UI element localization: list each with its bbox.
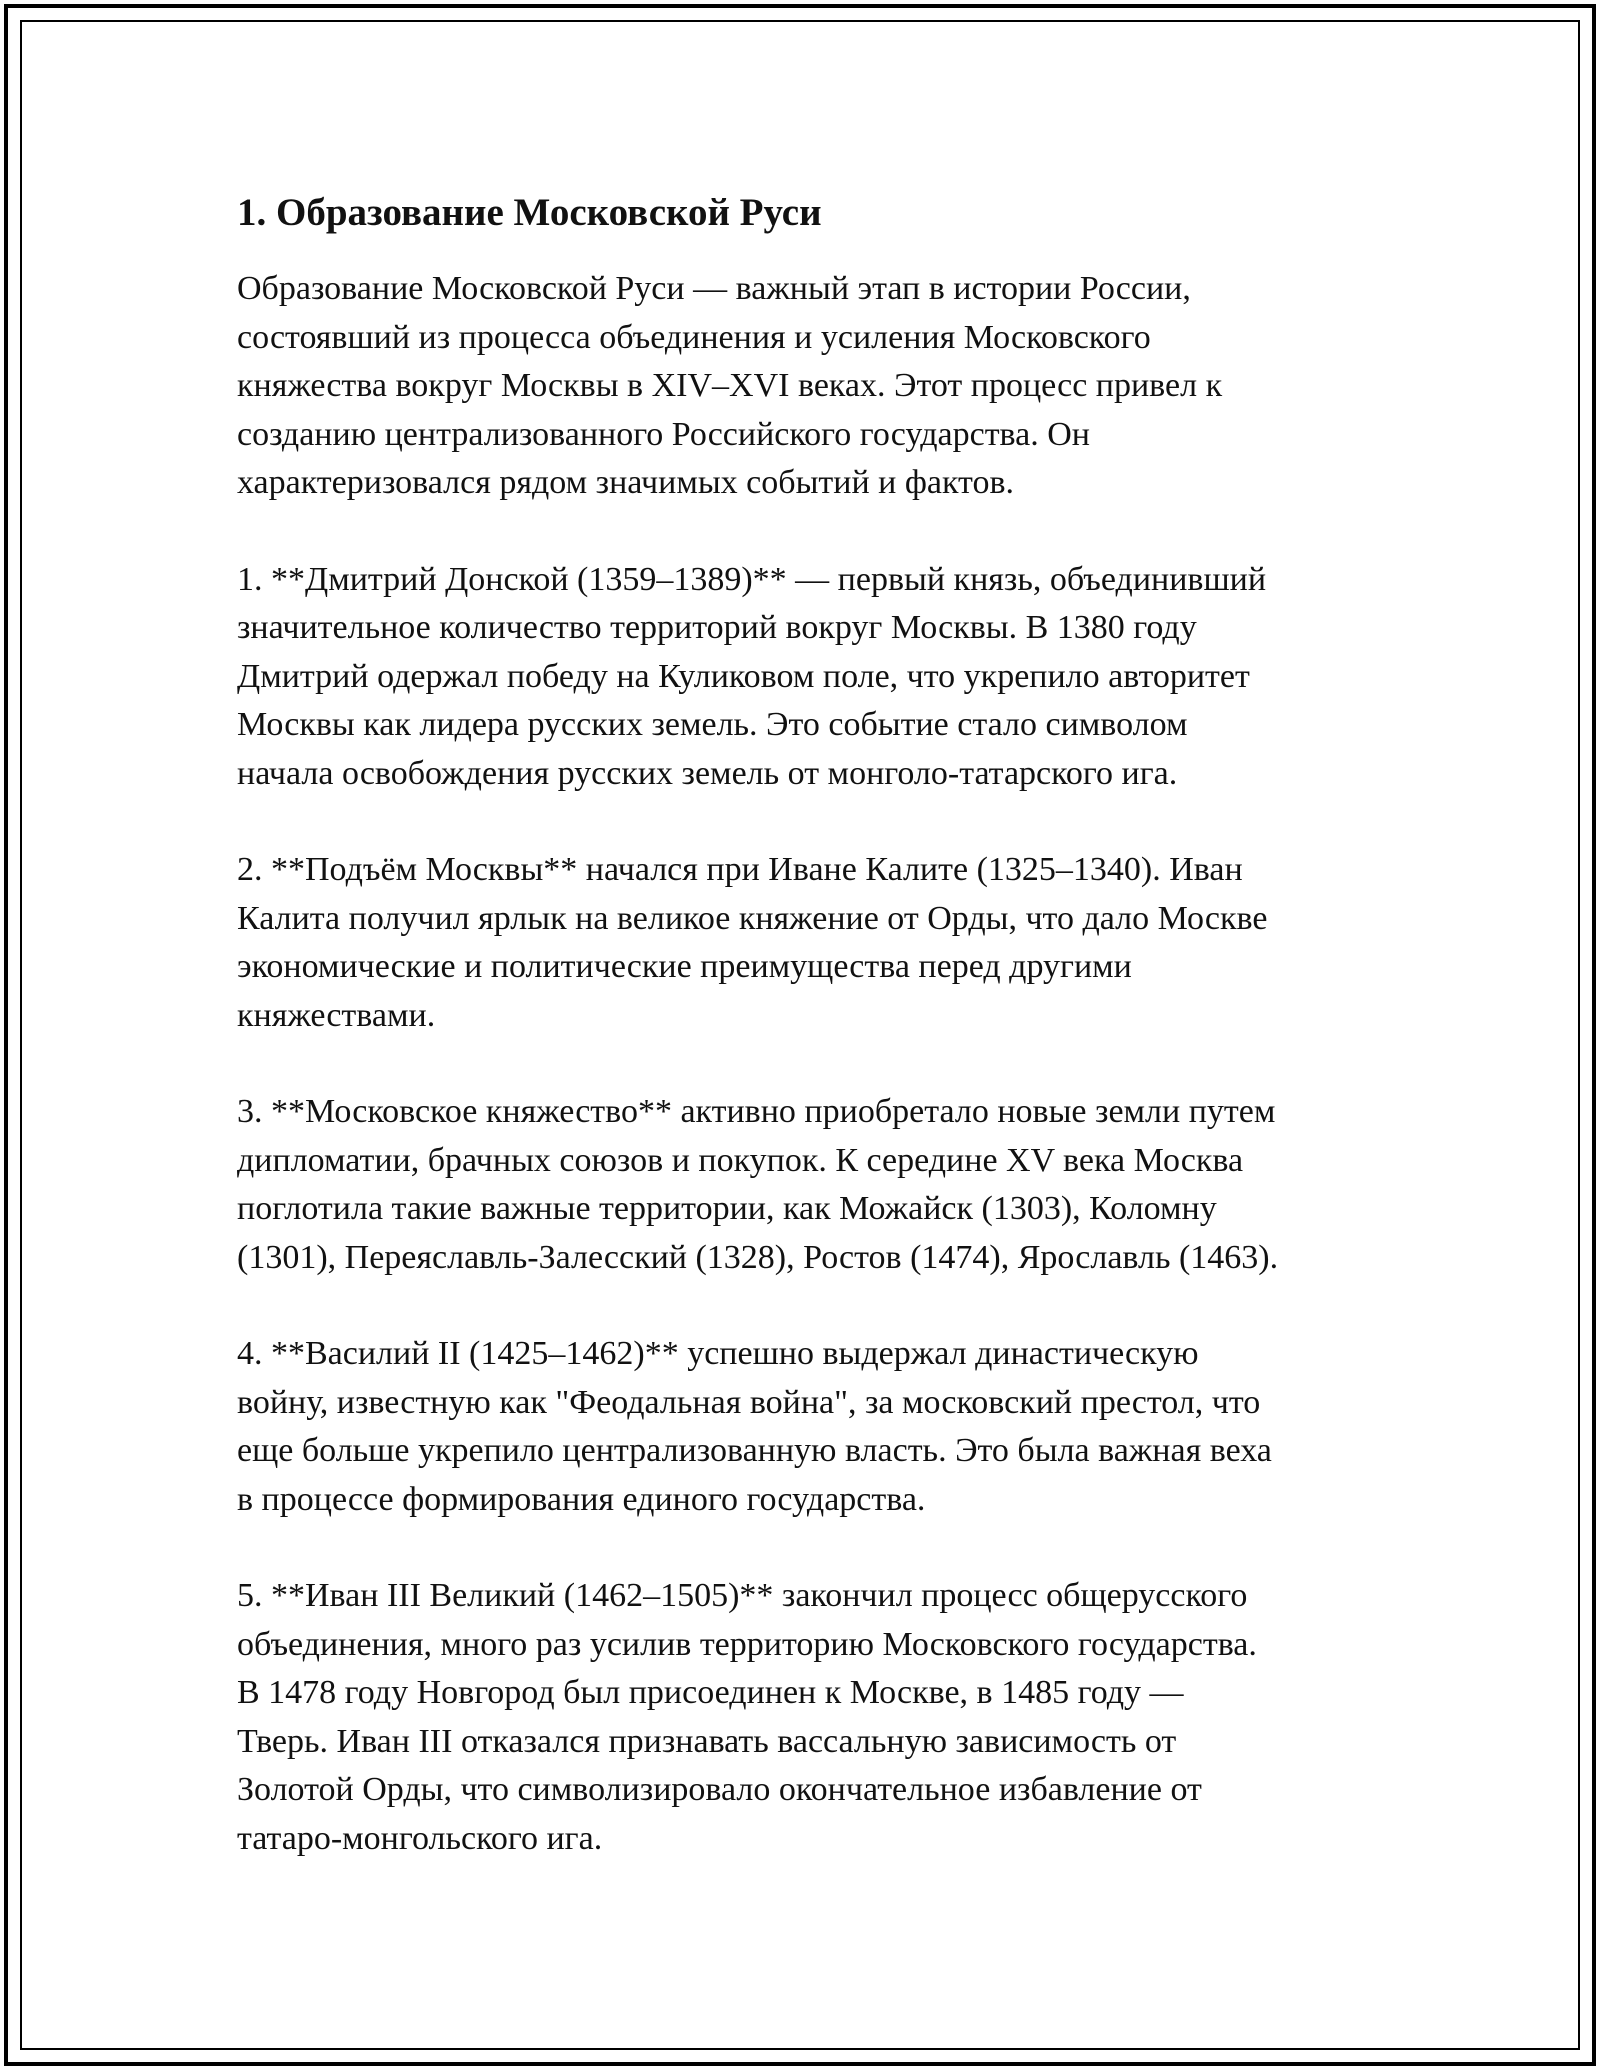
list-item-2: 2. **Подъём Москвы** начался при Иване Калите (1325–1340). Иван Калита получил ярлык на великое княжение от Орды, что дало Москве экономические и политические преимущества перед другими княжествами. [237, 851, 1268, 1034]
document-title: 1. Образование Московской Руси [237, 191, 822, 234]
list-item-5: 5. **Иван III Великий (1462–1505)** закончил процесс общерусского объединения, много раз усилив территорию Московского государства. В 1478 году Новгород был присоединен к Москве, в 1485 году — Тверь. Иван III отказался признавать вассальную зависимость от Золотой Орды, что символизировало окончательное избавление от татаро-монгольского ига. [237, 1577, 1257, 1857]
list-item-1: 1. **Дмитрий Донской (1359–1389)** — первый князь, объединивший значительное количество территорий вокруг Москвы. В 1380 году Дмитрий одержал победу на Куликовом поле, что укрепило авторитет Москвы как лидера русских земель. Это событие стало символом начала освобождения русских земель от монголо-татарского ига. [237, 560, 1267, 792]
list-item-3: 3. **Московское княжество** активно приобретало новые земли путем дипломатии, брачных союзов и покупок. К середине XV века Москва поглотила такие важные территории, как Можайск (1303), Коломну (1301), Переяславль-Залесский (1328), Ростов (1474), Ярославль (1463). [237, 1093, 1279, 1276]
list-item-4: 4. **Василий II (1425–1462)** успешно выдержал династическую войну, известную как "Феодальная война", за московский престол, что еще больше укрепило централизованную власть. Это была важная веха в процессе формирования единого государства. [237, 1335, 1272, 1518]
intro-paragraph: Образование Московской Руси — важный этап в истории России, состоявший из процесса объединения и усиления Московского княжества вокруг Москвы в XIV–XVI веках. Этот процесс привел к созданию централизованного Российского государства. Он характеризовался рядом значимых событий и фактов. [237, 270, 1223, 501]
document-body [237, 185, 1387, 1911]
